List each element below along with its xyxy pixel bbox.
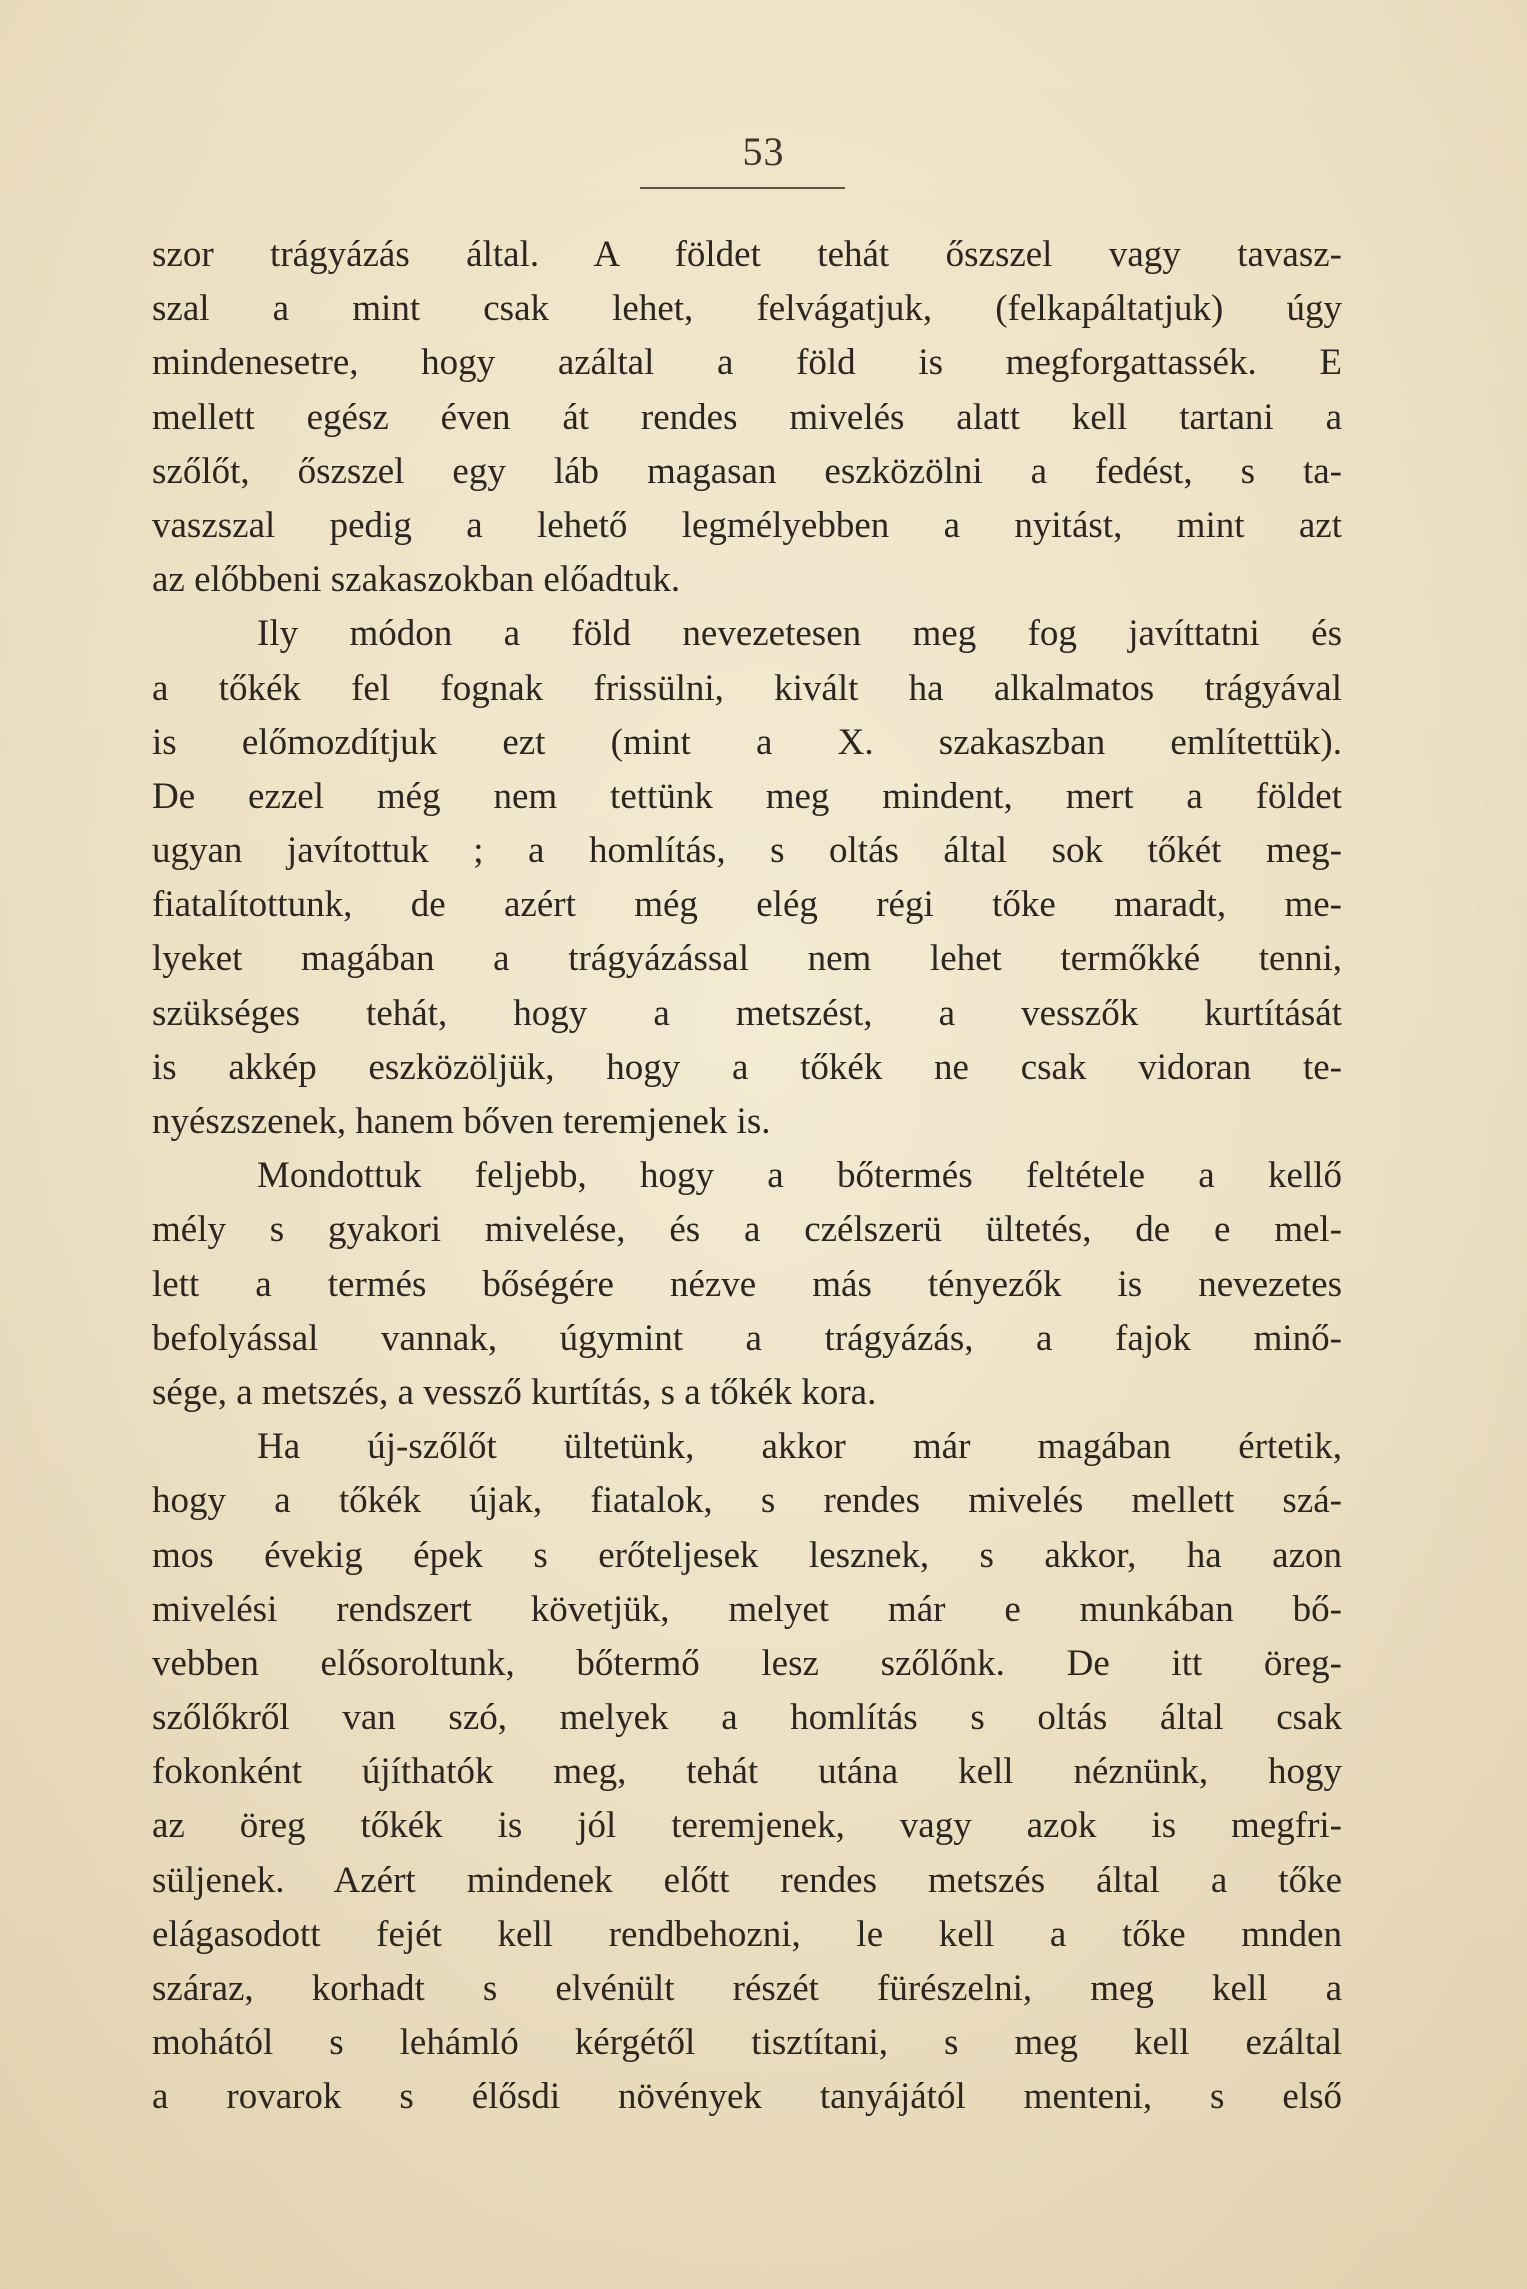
text-line: is akkép eszközöljük, hogy a tőkék ne csak vidoran te- [152,1046,1342,1088]
text-line: mellett egész éven át rendes mivelés alatt kell tartani a [152,396,1342,438]
body-text [152,228,1342,2125]
text-line: az öreg tőkék is jól teremjenek, vagy azok is megfri- [152,1805,1342,1847]
text-line: mohától s lehámló kérgétől tisztítani, s meg kell ezáltal [152,2022,1342,2064]
text-line: fiatalítottunk, de azért még elég régi tőke maradt, me- [152,884,1342,926]
text-line: mivelési rendszert követjük, melyet már e munkában bő- [152,1588,1342,1630]
header-rule [640,187,845,189]
text-line: lyeket magában a trágyázással nem lehet termőkké tenni, [152,938,1342,980]
text-line: szükséges tehát, hogy a metszést, a vesszők kurtítását [152,992,1342,1034]
text-line: lett a termés bőségére nézve más tényezők is nevezetes [152,1263,1342,1305]
text-line: ugyan javítottuk ; a homlítás, s oltás által sok tőkét meg- [152,830,1342,872]
text-line: szőlőt, őszszel egy láb magasan eszközölni a fedést, s ta- [152,450,1342,492]
text-line: fokonként újíthatók meg, tehát utána kell néznünk, hogy [152,1751,1342,1793]
text-line: száraz, korhadt s elvénült részét fürészelni, meg kell a [152,1968,1342,2009]
text-line: is előmozdítjuk ezt (mint a X. szakaszban említettük). [152,721,1342,763]
text-line: a rovarok s élősdi növények tanyájától menteni, s első [152,2076,1342,2118]
text-line: az előbbeni szakaszokban előadtuk. [152,559,681,601]
text-line: mos évekig épek s erőteljesek lesznek, s akkor, ha azon [152,1534,1342,1576]
text-line: hogy a tőkék újak, fiatalok, s rendes mivelés mellett szá- [152,1480,1342,1522]
text-line: szal a mint csak lehet, felvágatjuk, (felkapáltatjuk) úgy [152,288,1342,330]
text-line: a tőkék fel fognak frissülni, kivált ha alkalmatos trágyával [152,667,1342,709]
text-line: befolyással vannak, úgymint a trágyázás, a fajok minő- [152,1317,1342,1359]
text-line: mindenesetre, hogy azáltal a föld is megforgattassék. E [152,342,1342,384]
text-line: szor trágyázás által. A földet tehát őszszel vagy tavasz- [152,234,1342,275]
text-line: Ha új-szőlőt ültetünk, akkor már magában értetik, [257,1426,1342,1468]
page-number: 53 [742,129,785,174]
text-line: Ily módon a föld nevezetesen meg fog javíttatni és [257,613,1342,655]
text-line: nyészszenek, hanem bőven teremjenek is. [152,1101,771,1142]
text-line: mély s gyakori mivelése, és a czélszerü ültetés, de e mel- [152,1209,1342,1251]
text-line: vebben elősoroltunk, bőtermő lesz szőlőnk. De itt öreg- [152,1642,1342,1684]
text-line: Mondottuk feljebb, hogy a bőtermés feltétele a kellő [257,1155,1342,1197]
text-line: sége, a metszés, a vessző kurtítás, s a tőkék kora. [152,1371,877,1413]
text-line: vaszszal pedig a lehető legmélyebben a nyitást, mint azt [152,504,1342,546]
text-line: elágasodott fejét kell rendbehozni, le kell a tőke mnden [152,1913,1342,1955]
text-line: De ezzel még nem tettünk meg mindent, mert a földet [152,775,1342,817]
text-line: szőlőkről van szó, melyek a homlítás s oltás által csak [152,1697,1342,1739]
text-line: süljenek. Azért mindenek előtt rendes metszés által a tőke [152,1859,1342,1901]
